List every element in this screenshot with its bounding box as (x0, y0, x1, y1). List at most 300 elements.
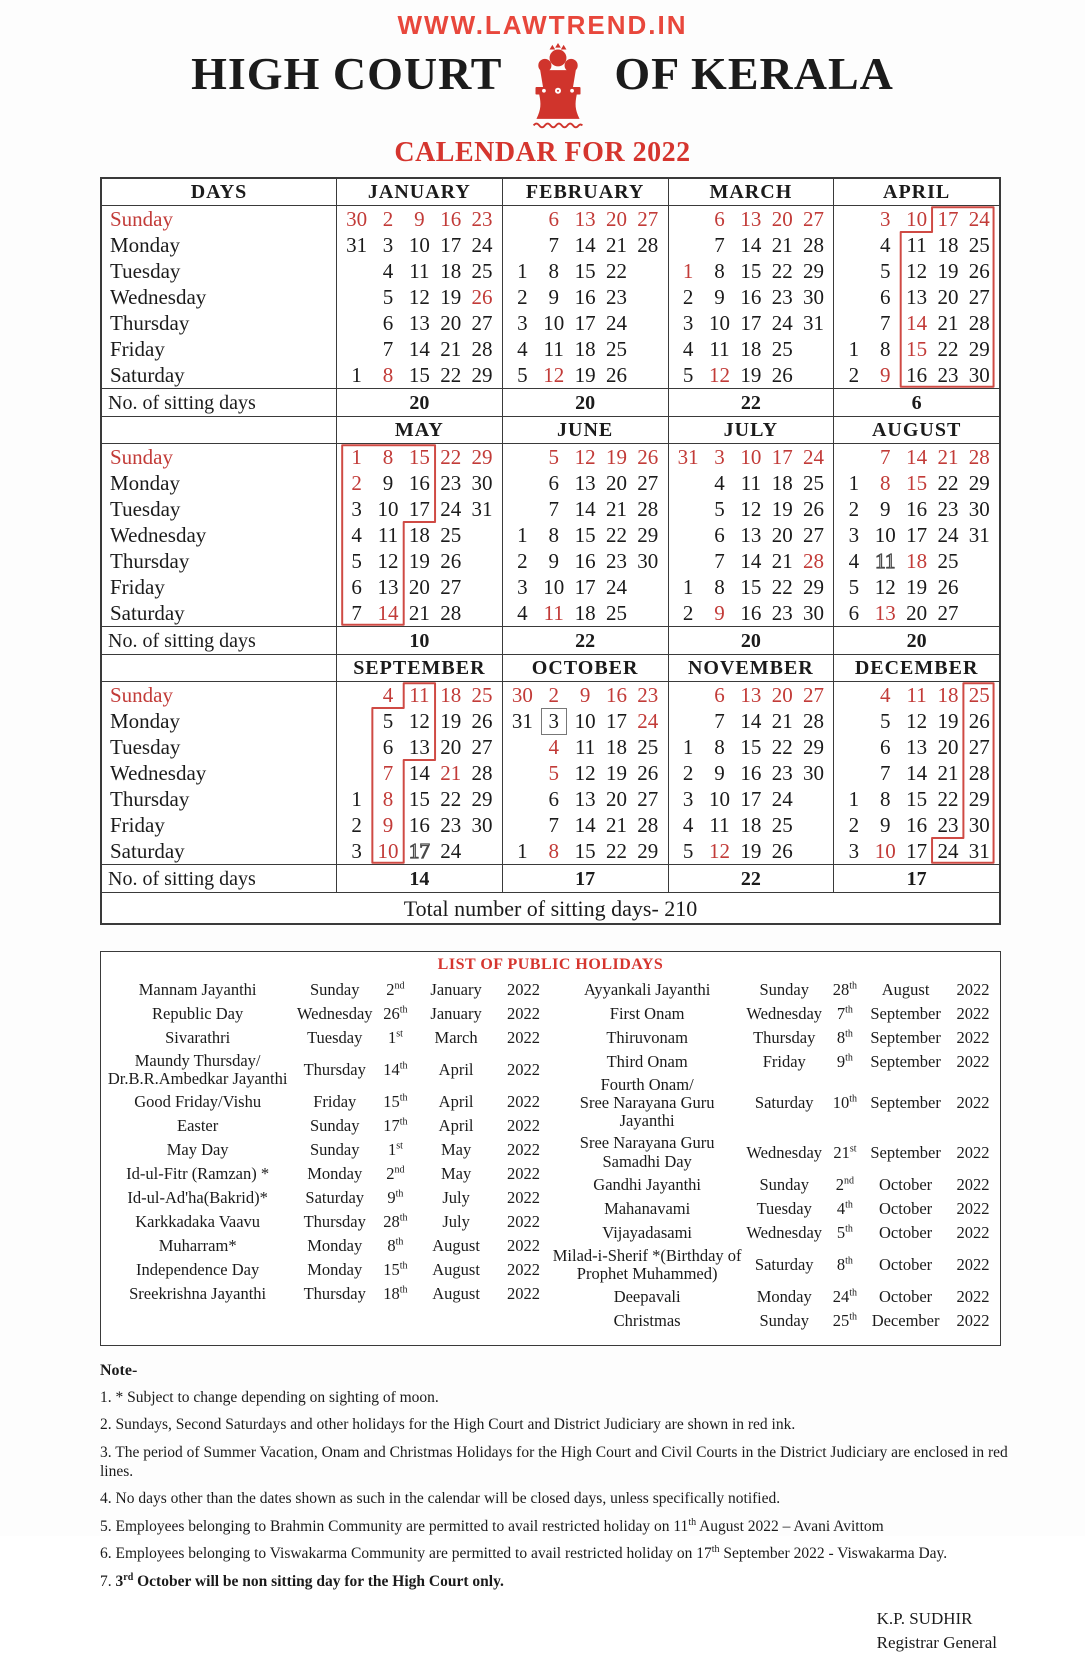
holiday-weekday: Monday (307, 1260, 363, 1280)
date-cell (673, 206, 704, 232)
date-cell: 19 (906, 575, 928, 599)
date-cell: 28 (968, 445, 990, 469)
date-row (507, 310, 664, 336)
date-cell: 25 (440, 523, 462, 547)
date-row (673, 682, 830, 708)
date-row (507, 444, 664, 470)
date-cell (673, 708, 704, 734)
holiday-date: 9th (387, 1188, 404, 1208)
date-cell: 5 (548, 761, 560, 785)
holiday-year: 2022 (507, 1140, 541, 1160)
days-header (102, 417, 336, 444)
day-name-label: Monday (110, 471, 180, 495)
date-cell: 22 (937, 471, 959, 495)
date-cell: 6 (548, 207, 560, 231)
site-watermark: WWW.LAWTREND.IN (397, 10, 688, 40)
holiday-year: 2022 (507, 1260, 541, 1280)
ordinal-suffix: th (395, 1188, 404, 1200)
date-cell: 3 (682, 311, 694, 335)
ordinal-suffix: th (399, 1260, 408, 1272)
holiday-month: October (879, 1174, 933, 1194)
date-cell: 28 (637, 233, 659, 257)
ordinal-suffix: th (395, 1236, 404, 1248)
holiday-month: January (430, 980, 482, 999)
date-cell: 18 (605, 735, 627, 759)
date-cell: 9 (714, 601, 725, 625)
date-cell: 24 (771, 311, 793, 335)
date-row (673, 734, 830, 760)
date-cell: 23 (937, 363, 959, 387)
date-cell: 1 (517, 523, 528, 547)
date-cell: 18 (906, 549, 928, 573)
date-cell: 12 (408, 285, 430, 309)
date-cell: 7 (351, 601, 362, 625)
ordinal-suffix: th (399, 1284, 408, 1296)
date-cell: 17 (937, 207, 959, 231)
date-cell: 16 (906, 363, 928, 387)
signatory-name: K.P. SUDHIR (876, 1608, 973, 1628)
date-cell: 20 (605, 471, 627, 495)
holiday-row (101, 1050, 551, 1090)
note-item: 4. No days other than the dates shown as such in the calendar will be closed days, unless specifically notified. (100, 1490, 781, 1508)
date-cell: 23 (440, 813, 462, 837)
date-cell: 17 (408, 839, 430, 863)
calendar-block (102, 179, 999, 416)
vacation-outline (838, 682, 995, 864)
date-cell: 18 (574, 337, 596, 361)
date-cell: 5 (682, 839, 694, 863)
holiday-row (551, 1285, 1001, 1309)
date-cell (838, 444, 869, 470)
holiday-name: Id-ul-Ad'ha(Bakrid)* (127, 1188, 268, 1208)
ordinal-suffix: th (845, 1199, 853, 1211)
date-cell: 15 (906, 471, 928, 495)
date-cell: 12 (709, 839, 731, 863)
holiday-name: Sivarathri (165, 1027, 231, 1047)
holiday-weekday: Sunday (309, 1116, 360, 1136)
holiday-date: 2nd (386, 980, 405, 999)
holiday-year: 2022 (956, 1174, 990, 1194)
date-cell: 8 (382, 787, 394, 811)
ordinal-suffix: nd (844, 1175, 855, 1187)
date-cell: 9 (548, 549, 560, 573)
note-item: 5. Employees belonging to Brahmin Community are permitted to avail restricted holiday on 11th August 2022 – Avani Avittom (100, 1516, 884, 1535)
day-name-label: Friday (110, 337, 165, 361)
date-cell: 13 (874, 601, 896, 625)
date-row (341, 232, 498, 258)
holiday-name: Independence Day (136, 1260, 260, 1280)
date-cell (673, 470, 704, 496)
date-cell: 17 (771, 445, 793, 469)
date-cell: 8 (548, 523, 560, 547)
date-cell: 16 (408, 813, 430, 837)
date-cell: 5 (517, 363, 528, 387)
holiday-month: July (442, 1212, 470, 1232)
date-cell: 25 (771, 813, 793, 837)
holiday-weekday: Sunday (309, 1140, 360, 1160)
date-cell: 10 (874, 523, 896, 547)
date-cell: 1 (848, 787, 860, 811)
holiday-month: October (879, 1254, 933, 1274)
date-cell: 16 (574, 549, 596, 573)
date-cell: 8 (548, 259, 560, 283)
date-cell: 7 (880, 311, 891, 335)
note-item: 7. 3rd October will be non sitting day for the High Court only. (100, 1571, 504, 1590)
holiday-month: May (440, 1164, 472, 1184)
date-cell: 13 (574, 207, 596, 231)
date-cell: 15 (408, 363, 430, 387)
date-cell: 13 (377, 575, 399, 599)
date-cell: 19 (937, 709, 959, 733)
date-row (838, 574, 995, 600)
date-cell: 3 (351, 839, 362, 863)
date-cell: 23 (605, 285, 627, 309)
date-cell: 12 (906, 709, 928, 733)
date-cell: 18 (408, 523, 430, 547)
date-cell: 27 (637, 787, 659, 811)
date-cell: 14 (574, 497, 596, 521)
holiday-year: 2022 (507, 1004, 541, 1023)
date-cell: 22 (771, 259, 793, 283)
date-cell: 26 (771, 363, 793, 387)
holiday-date: 15th (383, 1092, 408, 1112)
sitting-days-label: No. of sitting days (102, 864, 336, 892)
date-cell: 14 (740, 233, 762, 257)
date-cell: 29 (471, 363, 493, 387)
date-cell: 17 (440, 233, 462, 257)
date-cell: 20 (605, 787, 627, 811)
note-text: 3rd October will be non sitting day for the High Court only. (115, 1571, 504, 1590)
day-names-column (102, 417, 336, 654)
holiday-row (551, 1132, 1001, 1172)
date-cell: 16 (906, 813, 928, 837)
date-cell: 27 (803, 523, 825, 547)
date-cell (673, 522, 704, 548)
date-cell: 8 (880, 337, 891, 361)
date-cell: 16 (740, 601, 762, 625)
date-cell: 18 (937, 683, 959, 707)
month-header: OCTOBER (503, 655, 668, 682)
holiday-name: Milad-i-Sherif *(Birthday of Prophet Muhammed) (552, 1245, 742, 1283)
date-cell (964, 574, 995, 600)
date-cell: 2 (848, 813, 860, 837)
holiday-weekday: Wednesday (746, 1142, 823, 1162)
sitting-days-value: 17 (834, 864, 999, 892)
date-row (673, 600, 830, 626)
date-cell: 19 (740, 363, 762, 387)
holiday-row (101, 1162, 551, 1186)
date-cell: 1 (682, 259, 694, 283)
date-cell: 7 (880, 445, 891, 469)
holiday-month: September (870, 1028, 941, 1047)
sitting-days-value: 20 (834, 626, 999, 654)
holiday-row (551, 1197, 1001, 1221)
date-cell: 9 (382, 813, 394, 837)
holiday-weekday: Monday (756, 1286, 812, 1306)
date-cell: 2 (682, 601, 694, 625)
holiday-date: 14th (383, 1060, 408, 1080)
holiday-name: Ayyankali Jayanthi (583, 979, 711, 999)
date-cell: 22 (771, 735, 793, 759)
date-cell: 17 (574, 311, 596, 335)
ordinal-suffix: th (849, 1311, 858, 1323)
date-cell: 14 (906, 761, 928, 785)
date-cell: 17 (740, 311, 762, 335)
date-cell: 7 (714, 549, 725, 573)
date-cell: 9 (548, 285, 560, 309)
date-row (507, 760, 664, 786)
boxed-date: 3 (541, 708, 568, 735)
date-cell: 24 (937, 839, 959, 863)
sitting-days-label: No. of sitting days (102, 388, 336, 416)
month-column (502, 179, 668, 416)
day-name-label: Saturday (110, 601, 185, 625)
date-cell: 12 (906, 259, 928, 283)
date-cell: 22 (440, 787, 462, 811)
sitting-days-value: 10 (337, 626, 502, 654)
day-name-label: Tuesday (110, 259, 181, 283)
date-row (507, 708, 664, 734)
date-cell: 11 (709, 337, 730, 361)
date-row (341, 284, 498, 310)
date-cell: 4 (382, 683, 394, 707)
holiday-row (551, 1074, 1001, 1132)
date-cell: 18 (574, 601, 596, 625)
month-column (502, 655, 668, 892)
date-cell (632, 574, 663, 600)
holiday-year: 2022 (956, 980, 990, 999)
holiday-column-right (551, 978, 1001, 1333)
date-cell: 17 (906, 839, 928, 863)
date-cell: 11 (574, 735, 596, 759)
holiday-weekday: Friday (313, 1092, 357, 1112)
ordinal-suffix: th (845, 1052, 853, 1064)
holiday-month: October (879, 1286, 933, 1306)
date-cell: 18 (740, 813, 762, 837)
date-row (673, 812, 830, 838)
date-row (507, 734, 664, 760)
date-cell: 15 (906, 787, 928, 811)
date-row (507, 496, 664, 522)
date-cell: 2 (382, 207, 394, 231)
date-row (507, 574, 664, 600)
date-cell: 7 (548, 813, 560, 837)
date-cell: 3 (382, 233, 394, 257)
date-cell: 27 (440, 575, 462, 599)
date-cell: 17 (740, 787, 762, 811)
date-cell: 7 (382, 761, 394, 785)
holiday-name: Republic Day (152, 1003, 244, 1023)
date-cell: 29 (471, 787, 493, 811)
month-column (502, 417, 668, 654)
date-cell: 4 (682, 813, 694, 837)
holiday-name: Karkkadaka Vaavu (135, 1212, 261, 1232)
date-cell: 2 (848, 363, 860, 387)
holiday-row (101, 1090, 551, 1114)
holiday-date: 7th (836, 1004, 853, 1023)
date-cell: 20 (771, 523, 793, 547)
date-cell (798, 812, 829, 838)
date-cell: 21 (937, 311, 959, 335)
date-cell: 31 (471, 497, 493, 521)
ordinal-suffix: st (396, 1140, 403, 1152)
holiday-weekday: Sunday (759, 1310, 809, 1330)
date-cell: 28 (803, 709, 825, 733)
holiday-date: 4th (836, 1198, 853, 1218)
holiday-year: 2022 (956, 1052, 990, 1071)
holiday-name: Third Onam (606, 1051, 688, 1071)
holiday-month: January (430, 1004, 482, 1023)
holiday-row (101, 1002, 551, 1026)
date-cell: 24 (605, 575, 627, 599)
date-cell: 12 (709, 363, 731, 387)
holiday-row (551, 1309, 1001, 1333)
holiday-month: September (870, 1093, 941, 1113)
date-row (673, 708, 830, 734)
month-column (336, 655, 502, 892)
date-row (673, 838, 830, 864)
date-cell: 17 (906, 523, 928, 547)
day-name-label: Thursday (110, 549, 190, 573)
date-cell: 29 (803, 735, 825, 759)
date-cell: 10 (377, 839, 399, 863)
holiday-row (101, 1026, 551, 1050)
date-cell: 13 (906, 285, 928, 309)
date-cell: 14 (906, 445, 928, 469)
holiday-month: December (871, 1310, 940, 1330)
notes-heading: Note- (100, 1361, 138, 1379)
sitting-days-value: 20 (503, 388, 668, 416)
date-cell: 18 (740, 337, 762, 361)
date-cell: 20 (605, 207, 627, 231)
date-cell (964, 548, 995, 574)
date-cell: 29 (637, 523, 659, 547)
date-row (838, 548, 995, 574)
note-text: The period of Summer Vacation, Onam and Christmas Holidays for the High Court and Civil Courts in the District Judiciary are enclosed in red lines. (100, 1443, 1008, 1481)
date-row (673, 548, 830, 574)
date-cell: 20 (937, 285, 959, 309)
date-cell: 22 (605, 259, 627, 283)
ordinal-suffix: th (399, 1004, 408, 1016)
holiday-row (101, 1282, 551, 1306)
holiday-row (101, 1186, 551, 1210)
date-cell: 25 (803, 471, 825, 495)
day-name-label: Wednesday (110, 523, 207, 547)
holiday-year: 2022 (956, 1028, 990, 1047)
date-cell: 5 (351, 549, 362, 573)
date-cell: 18 (440, 259, 462, 283)
date-cell (632, 336, 663, 362)
date-cell: 26 (968, 259, 990, 283)
holiday-weekday: Thursday (303, 1212, 366, 1232)
month-date-grid (669, 206, 834, 388)
date-cell: 13 (574, 471, 596, 495)
ordinal-suffix: th (849, 1093, 858, 1105)
date-cell: 11 (543, 601, 564, 625)
holiday-month: September (870, 1004, 941, 1023)
date-row (341, 206, 498, 232)
date-cell: 16 (740, 761, 762, 785)
date-cell: 4 (548, 735, 560, 759)
days-header: DAYS (102, 179, 336, 206)
ordinal-suffix: th (688, 1516, 697, 1528)
date-cell: 11 (543, 337, 564, 361)
date-cell: 14 (574, 813, 596, 837)
date-cell: 9 (382, 471, 394, 495)
date-cell: 10 (709, 787, 731, 811)
date-cell: 20 (771, 207, 793, 231)
date-cell (507, 812, 538, 838)
date-cell: 27 (937, 601, 959, 625)
date-cell: 15 (906, 337, 928, 361)
date-cell: 17 (605, 709, 627, 733)
date-cell: 10 (408, 233, 430, 257)
date-cell: 30 (346, 207, 368, 231)
holiday-date: 15th (383, 1260, 408, 1280)
month-header: APRIL (834, 179, 999, 206)
holiday-name: First Onam (609, 1003, 685, 1023)
date-cell: 15 (408, 787, 430, 811)
holiday-month: April (438, 1060, 474, 1080)
date-cell: 23 (771, 285, 793, 309)
date-cell: 21 (605, 497, 627, 521)
holiday-name: Mahanavami (604, 1198, 691, 1218)
date-cell (673, 232, 704, 258)
date-cell: 1 (848, 471, 860, 495)
date-cell: 14 (408, 761, 430, 785)
date-cell: 12 (740, 497, 762, 521)
date-row (507, 522, 664, 548)
date-cell: 24 (771, 787, 793, 811)
date-cell: 4 (714, 471, 725, 495)
date-cell: 13 (574, 787, 596, 811)
date-cell: 19 (605, 445, 627, 469)
date-cell: 9 (579, 683, 591, 707)
date-cell: 3 (351, 497, 362, 521)
holiday-year: 2022 (507, 1116, 541, 1136)
date-cell: 2 (682, 285, 694, 309)
holiday-weekday: Wednesday (746, 1004, 823, 1023)
date-cell: 7 (714, 233, 725, 257)
date-cell: 7 (714, 709, 725, 733)
date-cell: 19 (937, 259, 959, 283)
holiday-row (101, 1138, 551, 1162)
date-cell: 22 (605, 839, 627, 863)
public-holidays-columns (101, 978, 1000, 1333)
date-cell: 11 (906, 233, 927, 257)
sitting-days-value: 17 (503, 864, 668, 892)
sitting-days-value: 14 (337, 864, 502, 892)
holiday-year: 2022 (956, 1093, 990, 1113)
month-header: JANUARY (337, 179, 502, 206)
date-cell: 13 (740, 207, 762, 231)
note-item: 3. The period of Summer Vacation, Onam and Christmas Holidays for the High Court and Civil Courts in the District Judiciary are enclosed in red lines. (100, 1443, 1008, 1481)
date-cell: 18 (440, 683, 462, 707)
date-row (507, 206, 664, 232)
vacation-outline (341, 444, 498, 626)
date-cell: 24 (968, 207, 990, 231)
date-cell: 28 (968, 311, 990, 335)
court-title-right: OF KERALA (614, 48, 894, 99)
date-cell: 26 (471, 285, 493, 309)
date-cell: 21 (771, 233, 793, 257)
date-cell: 9 (714, 285, 725, 309)
date-cell: 27 (471, 735, 493, 759)
date-cell: 1 (682, 735, 694, 759)
holiday-weekday: Saturday (754, 1093, 814, 1113)
holiday-weekday: Wednesday (746, 1222, 823, 1242)
date-cell: 13 (408, 311, 430, 335)
